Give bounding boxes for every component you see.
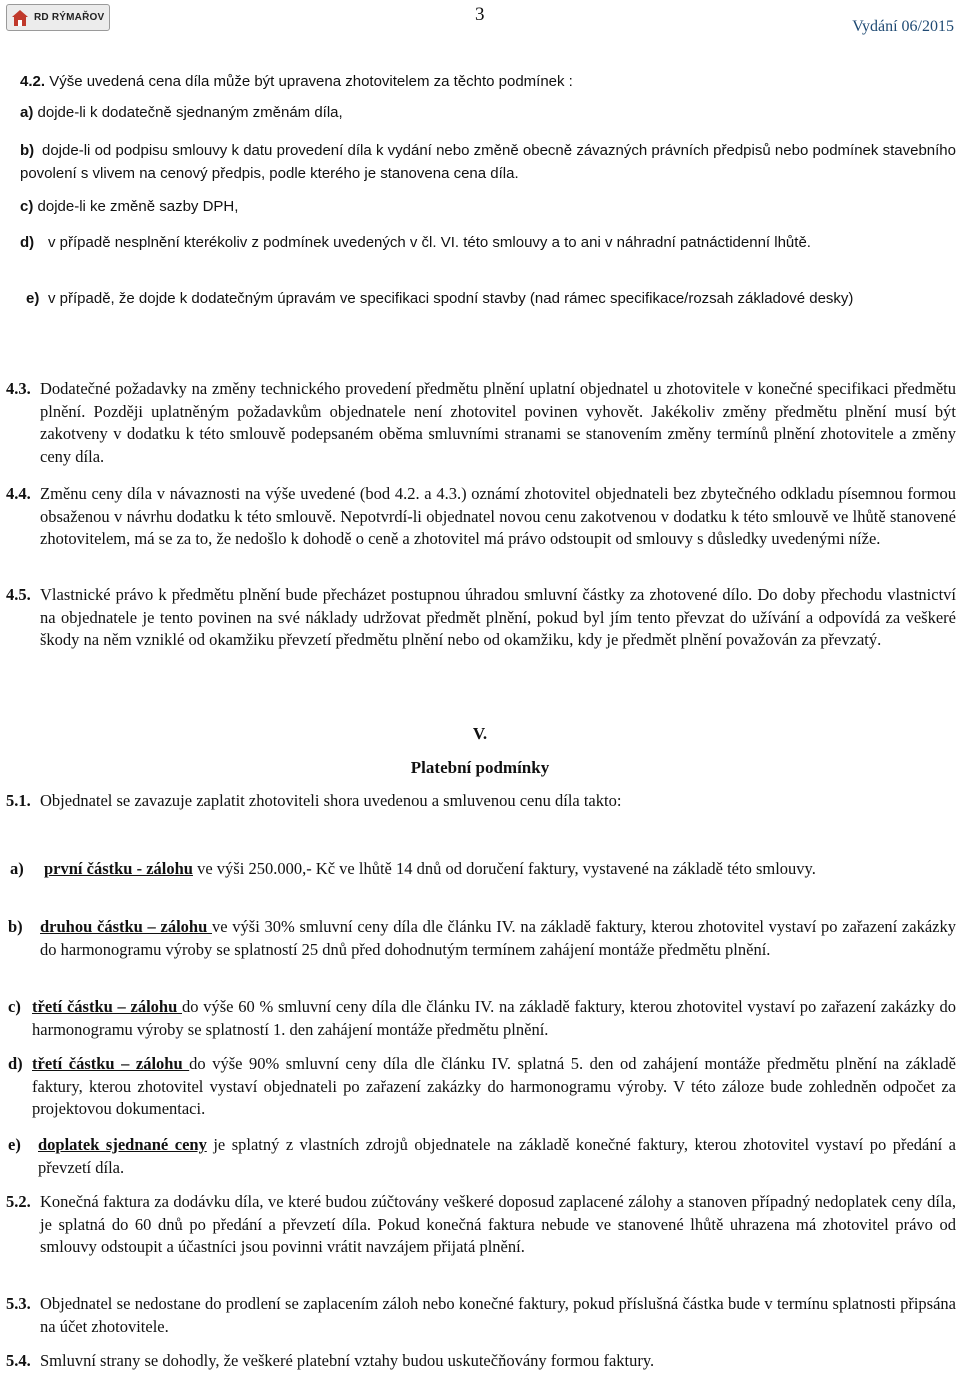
item-label: e) (8, 1135, 21, 1154)
section-number: 5.3. (6, 1294, 31, 1313)
item-text: ve výši 250.000,- Kč ve lhůtě 14 dnů od doručení faktury, vystavené na základě této smlouvy. (192, 859, 816, 878)
item-heading: doplatek sjednané ceny (38, 1135, 207, 1154)
section-text: Změnu ceny díla v návaznosti na výše uvedené (bod 4.2. a 4.3.) oznámí zhotovitel objednateli bez zbytečného odkladu písemnou formou obsaženou v návrhu dodatku k této smlouvě. Nepotvrdí-li objednatel novou cenu zakotvenou v dodatku k této smlouvě ve lhůtě stanovené zhotovitelem, má se za to, že nedošlo k dohodě o ceně a zhotovitel má právo odstoupit od smlouvy s důsledky uvedenými níže. (40, 484, 956, 548)
section-number: 4.5. (6, 585, 31, 604)
item-label: c) (8, 997, 21, 1016)
item-label: a) (20, 104, 34, 121)
item-heading: druhou částku – zálohu (40, 917, 212, 936)
section-4-2-item-a (20, 102, 956, 125)
page-number: 3 (475, 4, 485, 25)
section-4-2-item-c (20, 196, 956, 219)
item-text: dojde-li ke změně sazby DPH, (37, 198, 239, 215)
item-label: e) (26, 290, 40, 307)
item-label: a) (10, 859, 24, 878)
section-number: 4.4. (6, 484, 31, 503)
section-number: 5.4. (6, 1351, 31, 1370)
section-number: 4.3. (6, 379, 31, 398)
item-text: do výše 90% smluvní ceny díla dle článku IV. splatná 5. den od zahájení montáže předmětu plnění na základě faktury, kterou zhotovitel vystaví objednateli po zařazení zakázky do harmonogramu výroby. V této záloze bude zohledněn odpočet za projektovou dokumentaci. (32, 1054, 956, 1118)
section-text: Výše uvedená cena díla může být upravena zhotovitelem za těchto podmínek : (49, 73, 573, 90)
section-text: Objednatel se zavazuje zaplatit zhotoviteli shora uvedenou a smluvenou cenu díla takto: (40, 791, 622, 810)
section-4-2-intro (20, 71, 956, 94)
section-number: 4.2. (20, 73, 46, 90)
logo-text: RD RÝMAŘOV (34, 12, 105, 23)
item-label: c) (20, 198, 34, 215)
section-4-2-item-e (20, 288, 956, 311)
house-icon (11, 9, 29, 27)
company-logo (6, 4, 110, 31)
item-label: b) (20, 142, 35, 159)
item-text: ve výši 30% smluvní ceny díla dle článku IV. na základě faktury, kterou zhotovitel vystaví po zařazení zakázky do harmonogramu výroby se splatností 25 dnů před dohodnutým termínem zahájení montáže předmětu plnění. (40, 917, 956, 959)
section-number: 5.2. (6, 1192, 31, 1211)
item-text: je splatný z vlastních zdrojů objednatele na základě konečné faktury, kterou zhotovitel vystaví po předání a převzetí díla. (38, 1135, 956, 1177)
section-text: Dodatečné požadavky na změny technického provedení předmětu plnění uplatní objednatel u zhotovitele v konečné specifikaci předmětu plnění. Později uplatněným požadavkům objednatele není zhotovitel povinen vyhovět. Jakékoliv změny předmětu plnění musí být zakotveny v dodatku k této smlouvě podepsaném oběma smluvními stranami se stanovením změny termínů plnění zhotovitele a změny ceny díla. (40, 379, 956, 466)
item-heading: třetí částku – zálohu (32, 1054, 190, 1073)
chapter-title: Platební podmínky (410, 758, 550, 777)
item-text: do výše 60 % smluvní ceny díla dle článku IV. na základě faktury, kterou zhotovitel vystaví po zařazení zakázky do harmonogramu výroby se splatností 1. den zahájení montáže předmětu plnění. (32, 997, 956, 1039)
item-heading: třetí částku – zálohu (32, 997, 183, 1016)
chapter-number: V. (472, 724, 488, 743)
item-text: v případě nesplnění kterékoliv z podmínek uvedených v čl. VI. této smlouvy a to ani v náhradní patnáctidenní lhůtě. (48, 234, 811, 251)
item-heading: první částku - zálohu (44, 859, 193, 878)
page-header (0, 0, 960, 40)
edition-label: Vydání 06/2015 (852, 18, 954, 35)
section-number: 5.1. (6, 791, 31, 810)
section-4-2-item-b (20, 140, 956, 185)
section-text: Smluvní strany se dohodly, že veškeré platební vztahy budou uskutečňovány formou faktury. (40, 1351, 655, 1370)
item-text: dojde-li k dodatečně sjednaným změnám díla, (37, 104, 343, 121)
item-text: dojde-li od podpisu smlouvy k datu provedení díla k vydání nebo změně obecně závazných právních předpisů nebo podmínek stavebního povolení s vlivem na cenový předpis, podle kterého je stanovena cena díla. (20, 142, 956, 182)
section-text: Vlastnické právo k předmětu plnění bude přecházet postupnou úhradou smluvní částky za zhotovené dílo. Do doby přechodu vlastnictví na objednatele je tento povinen na své náklady udržovat předmět plnění, pokud byl jím tento převzat do užívání a odpovídá za veškeré škody na něm vzniklé od okamžiku převzetí předmětu plnění nebo od okamžiku, kdy je předmět plnění považován za převzatý. (40, 585, 956, 649)
item-text: v případě, že dojde k dodatečným úpravám ve specifikaci spodní stavby (nad rámec specifikace/rozsah základové desky) (48, 290, 854, 307)
section-text: Objednatel se nedostane do prodlení se zaplacením záloh nebo konečné faktury, pokud příslušná částka bude v termínu splatnosti připsána na účet zhotovitele. (40, 1294, 956, 1336)
section-text: Konečná faktura za dodávku díla, ve které budou zúčtovány veškeré doposud zaplacené zálohy a stanoven případný nedoplatek ceny díla, je splatná do 60 dnů po předání a převzetí díla. Pokud konečná faktura nebude ve stanovené lhůtě uhrazena má zhotovitel právo od smlouvy odstoupit a účastníci jsou povinni vrátit navzájem přijatá plnění. (40, 1192, 956, 1256)
item-label: d) (8, 1054, 23, 1073)
section-4-2-item-d (20, 232, 956, 255)
item-label: d) (20, 234, 35, 251)
item-label: b) (8, 917, 23, 936)
